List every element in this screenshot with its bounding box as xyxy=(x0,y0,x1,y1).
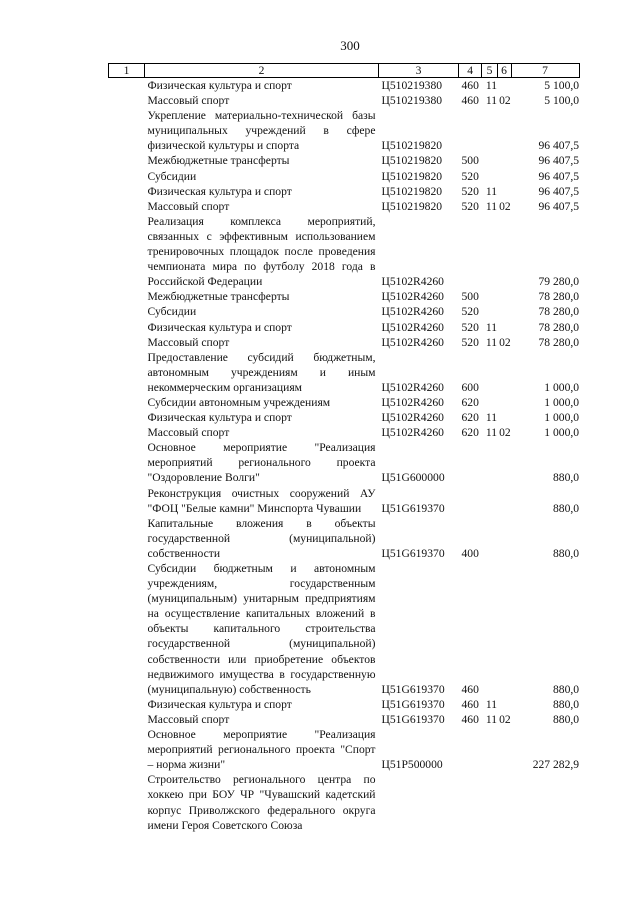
row-number-cell xyxy=(109,486,145,516)
row-name: Физическая культура и спорт xyxy=(147,697,292,711)
row-amount: 79 280,0 xyxy=(538,275,580,289)
table-row xyxy=(109,184,580,199)
row-expense-type xyxy=(459,727,482,772)
row-amount: 96 407,5 xyxy=(538,154,580,168)
table-header xyxy=(109,64,580,78)
row-name: Физическая культура и спорт xyxy=(147,411,292,425)
header-col-6: 6 xyxy=(497,64,511,78)
row-section xyxy=(482,214,497,289)
row-number-cell xyxy=(109,727,145,772)
row-name: Предоставление субсидий бюджетным, автономным учреждениям и иным некоммерческим организациям xyxy=(147,350,376,394)
row-subsection xyxy=(497,153,511,168)
row-code xyxy=(379,772,459,832)
row-expense-type xyxy=(459,108,482,153)
row-expense-type: 620 xyxy=(461,426,479,440)
row-number-cell xyxy=(109,78,145,94)
row-amount: 78 280,0 xyxy=(538,290,580,304)
row-subsection: 02 xyxy=(499,94,511,108)
row-amount: 1 000,0 xyxy=(544,395,580,409)
row-number-cell xyxy=(109,320,145,335)
row-name: Массовый спорт xyxy=(147,335,230,349)
row-amount: 96 407,5 xyxy=(538,184,580,198)
row-name: Субсидии xyxy=(147,169,197,183)
row-subsection xyxy=(497,561,511,697)
row-name: Массовый спорт xyxy=(147,199,230,213)
row-subsection xyxy=(497,410,511,425)
row-code: Ц510219820 xyxy=(381,169,443,183)
row-amount: 5 100,0 xyxy=(544,94,580,108)
row-section: 11 xyxy=(485,199,498,213)
row-name: Массовый спорт xyxy=(147,712,230,726)
row-number-cell xyxy=(109,395,145,410)
row-subsection: 02 xyxy=(499,712,511,726)
row-amount: 78 280,0 xyxy=(538,305,580,319)
row-amount: 880,0 xyxy=(552,471,580,485)
row-section xyxy=(482,516,497,561)
header-col-5: 5 xyxy=(482,64,497,78)
row-expense-type xyxy=(459,486,482,516)
table-row xyxy=(109,335,580,350)
row-name: Субсидии бюджетным и автономным учреждениям, государственным (муниципальным) унитарным предприятиям на осуществление капитальных вложений в объекты капитального строительства государственной (муниципальной) собственности или приобретение объектов недвижимого имущества в государственную (муниципальную) собственность xyxy=(147,562,376,696)
table-row xyxy=(109,78,580,94)
row-code: Ц51G600000 xyxy=(381,471,445,485)
table-row xyxy=(109,440,580,485)
row-name: Межбюджетные трансферты xyxy=(147,290,290,304)
row-number-cell xyxy=(109,425,145,440)
row-section: 11 xyxy=(485,712,498,726)
table-row xyxy=(109,516,580,561)
row-subsection: 02 xyxy=(499,199,511,213)
row-section xyxy=(482,561,497,697)
row-amount: 96 407,5 xyxy=(538,169,580,183)
table-row xyxy=(109,561,580,697)
header-col-7: 7 xyxy=(511,64,579,78)
header-col-4: 4 xyxy=(459,64,482,78)
row-section xyxy=(482,486,497,516)
row-code: Ц5102R4260 xyxy=(381,290,444,304)
row-code: Ц5102R4260 xyxy=(381,395,444,409)
row-number-cell xyxy=(109,108,145,153)
row-name: Капитальные вложения в объекты государственной (муниципальной) собственности xyxy=(147,516,376,560)
row-expense-type: 500 xyxy=(461,290,479,304)
row-section xyxy=(482,395,497,410)
row-code: Ц51G619370 xyxy=(381,712,445,726)
row-name: Основное мероприятие "Реализация мероприятий регионального проекта "Оздоровление Волги" xyxy=(147,441,376,485)
row-amount: 880,0 xyxy=(552,712,580,726)
table-row xyxy=(109,410,580,425)
table-row xyxy=(109,486,580,516)
row-code: Ц510219820 xyxy=(381,199,443,213)
header-col-2: 2 xyxy=(145,64,379,78)
row-subsection: 02 xyxy=(499,335,511,349)
row-amount: 880,0 xyxy=(552,697,580,711)
row-code: Ц5102R4260 xyxy=(381,275,444,289)
row-expense-type: 520 xyxy=(461,335,479,349)
row-subsection xyxy=(497,214,511,289)
row-code: Ц5102R4260 xyxy=(381,411,444,425)
row-section: 11 xyxy=(485,335,498,349)
table-row xyxy=(109,772,580,832)
row-expense-type xyxy=(459,214,482,289)
row-amount: 880,0 xyxy=(552,546,580,560)
row-number-cell xyxy=(109,304,145,319)
row-name: Строительство регионального центра по хоккею при БОУ ЧР "Чувашский кадетский корпус Приволжского федерального округа имени Героя Советского Союза xyxy=(147,773,376,832)
row-section: 11 xyxy=(485,411,498,425)
row-number-cell xyxy=(109,169,145,184)
row-subsection xyxy=(497,395,511,410)
row-code: Ц51G619370 xyxy=(381,501,445,515)
row-expense-type: 520 xyxy=(461,305,479,319)
row-code: Ц5102R4260 xyxy=(381,380,444,394)
row-code: Ц510219380 xyxy=(381,94,443,108)
row-name: Физическая культура и спорт xyxy=(147,79,292,92)
row-expense-type: 520 xyxy=(461,320,479,334)
row-section: 11 xyxy=(485,426,498,440)
table-row xyxy=(109,199,580,214)
row-name: Укрепление материально-технической базы муниципальных учреждений в сфере физической культуры и спорта xyxy=(147,109,376,153)
row-name: Реконструкция очистных сооружений АУ "ФОЦ "Белые камни" Минспорта Чувашии xyxy=(147,486,376,515)
row-expense-type: 600 xyxy=(461,380,479,394)
row-amount: 96 407,5 xyxy=(538,139,580,153)
row-section: 11 xyxy=(485,184,498,198)
row-section: 11 xyxy=(485,94,498,108)
row-section: 11 xyxy=(485,697,498,711)
row-section xyxy=(482,108,497,153)
row-subsection xyxy=(497,516,511,561)
row-number-cell xyxy=(109,772,145,832)
row-subsection xyxy=(497,697,511,712)
table-row xyxy=(109,304,580,319)
row-section xyxy=(482,304,497,319)
header-col-3: 3 xyxy=(379,64,459,78)
row-number-cell xyxy=(109,153,145,168)
row-name: Субсидии xyxy=(147,305,197,319)
row-name: Физическая культура и спорт xyxy=(147,184,292,198)
row-code: Ц510219820 xyxy=(381,184,443,198)
row-expense-type: 400 xyxy=(461,546,479,560)
row-name: Физическая культура и спорт xyxy=(147,320,292,334)
row-subsection xyxy=(497,486,511,516)
table-row xyxy=(109,395,580,410)
row-code: Ц5102R4260 xyxy=(381,426,444,440)
row-number-cell xyxy=(109,410,145,425)
row-code: Ц51G619370 xyxy=(381,682,445,696)
row-subsection xyxy=(497,108,511,153)
row-code: Ц510219820 xyxy=(381,154,443,168)
row-number-cell xyxy=(109,199,145,214)
row-section xyxy=(482,169,497,184)
row-code: Ц51G619370 xyxy=(381,546,445,560)
budget-table xyxy=(108,63,580,833)
row-subsection: 02 xyxy=(499,426,511,440)
row-subsection xyxy=(497,304,511,319)
row-name: Основное мероприятие "Реализация мероприятий регионального проекта "Спорт – норма жизни" xyxy=(147,728,376,772)
row-expense-type: 460 xyxy=(461,697,479,711)
row-number-cell xyxy=(109,93,145,108)
table-row xyxy=(109,289,580,304)
row-number-cell xyxy=(109,335,145,350)
row-expense-type: 520 xyxy=(461,169,479,183)
row-amount: 5 100,0 xyxy=(544,79,580,92)
row-expense-type xyxy=(459,772,482,832)
row-number-cell xyxy=(109,712,145,727)
row-subsection xyxy=(497,78,511,94)
table-row xyxy=(109,697,580,712)
row-section xyxy=(482,153,497,168)
row-number-cell xyxy=(109,350,145,395)
row-subsection xyxy=(497,289,511,304)
table-row xyxy=(109,153,580,168)
table-row xyxy=(109,712,580,727)
row-section xyxy=(482,727,497,772)
row-number-cell xyxy=(109,184,145,199)
page-number: 300 xyxy=(340,38,360,53)
row-amount: 227 282,9 xyxy=(532,758,580,772)
row-amount: 1 000,0 xyxy=(544,411,580,425)
row-section xyxy=(482,350,497,395)
row-code: Ц510219380 xyxy=(381,79,443,92)
row-name: Межбюджетные трансферты xyxy=(147,154,290,168)
row-code: Ц51G619370 xyxy=(381,697,445,711)
row-number-cell xyxy=(109,697,145,712)
table-row xyxy=(109,350,580,395)
row-subsection xyxy=(497,320,511,335)
row-expense-type: 520 xyxy=(461,184,479,198)
row-section: 11 xyxy=(485,320,498,334)
row-expense-type: 460 xyxy=(461,682,479,696)
row-name: Массовый спорт xyxy=(147,426,230,440)
table-row xyxy=(109,320,580,335)
row-subsection xyxy=(497,772,511,832)
row-subsection xyxy=(497,727,511,772)
row-expense-type xyxy=(459,440,482,485)
row-expense-type: 620 xyxy=(461,395,479,409)
row-subsection xyxy=(497,169,511,184)
row-section xyxy=(482,440,497,485)
row-expense-type: 620 xyxy=(461,411,479,425)
row-number-cell xyxy=(109,289,145,304)
row-number-cell xyxy=(109,214,145,289)
header-row xyxy=(109,64,580,78)
table-row xyxy=(109,425,580,440)
row-section xyxy=(482,772,497,832)
row-expense-type: 520 xyxy=(461,199,479,213)
row-section xyxy=(482,289,497,304)
row-expense-type: 460 xyxy=(461,79,479,92)
row-expense-type: 460 xyxy=(461,712,479,726)
row-section: 11 xyxy=(485,79,498,92)
table-row xyxy=(109,169,580,184)
table-row xyxy=(109,727,580,772)
table-body xyxy=(109,78,580,833)
row-code: Ц5102R4260 xyxy=(381,320,444,334)
row-subsection xyxy=(497,184,511,199)
row-subsection xyxy=(497,440,511,485)
table-row xyxy=(109,108,580,153)
row-number-cell xyxy=(109,516,145,561)
row-name: Массовый спорт xyxy=(147,94,230,108)
row-code: Ц5102R4260 xyxy=(381,335,444,349)
row-name: Реализация комплекса мероприятий, связанных с эффективным использованием тренировочных площадок после проведения чемпионата мира по футболу 2018 года в Российской Федерации xyxy=(147,214,376,289)
row-amount: 78 280,0 xyxy=(538,335,580,349)
row-name: Субсидии автономным учреждениям xyxy=(147,395,331,409)
row-number-cell xyxy=(109,561,145,697)
header-col-1: 1 xyxy=(109,64,145,78)
row-expense-type: 500 xyxy=(461,154,479,168)
row-amount: 880,0 xyxy=(552,501,580,515)
row-amount: 96 407,5 xyxy=(538,199,580,213)
row-expense-type: 460 xyxy=(461,94,479,108)
table-row xyxy=(109,214,580,289)
table-row xyxy=(109,93,580,108)
row-subsection xyxy=(497,350,511,395)
row-amount: 880,0 xyxy=(552,682,580,696)
row-code: Ц51P500000 xyxy=(381,758,443,772)
row-amount xyxy=(511,772,579,832)
row-code: Ц510219820 xyxy=(381,139,443,153)
row-amount: 1 000,0 xyxy=(544,380,580,394)
row-amount: 1 000,0 xyxy=(544,426,580,440)
row-amount: 78 280,0 xyxy=(538,320,580,334)
row-number-cell xyxy=(109,440,145,485)
row-code: Ц5102R4260 xyxy=(381,305,444,319)
